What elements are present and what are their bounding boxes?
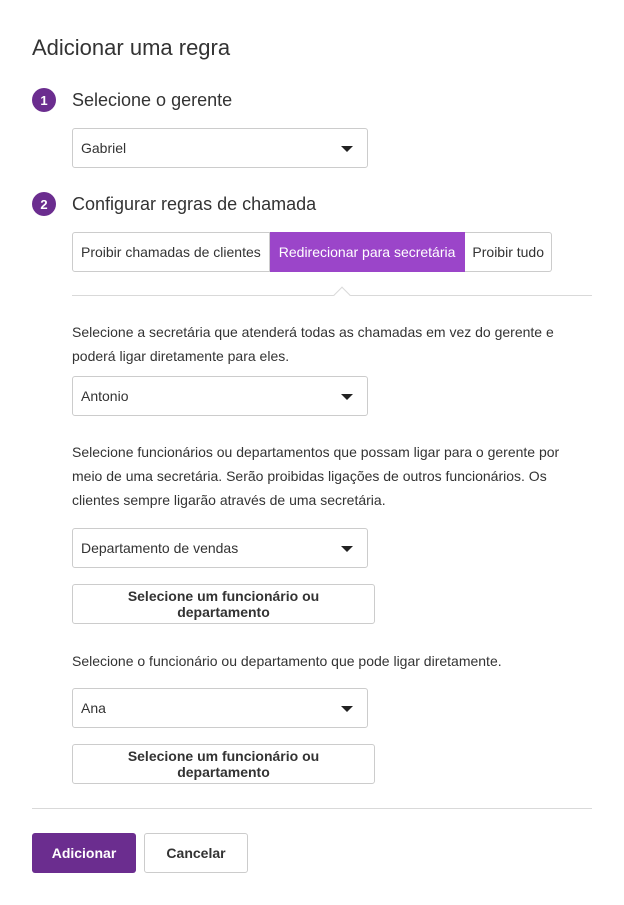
via-secretary-select-value: Departamento de vendas — [81, 540, 239, 556]
via-secretary-description: Selecione funcionários ou departamentos que possam ligar para o gerente por meio de uma secretária. Serão proibidas ligações de outros funcionários. Os clientes sempre ligarão através de uma secretária. — [72, 444, 560, 508]
tab-redirect-to-secretary[interactable]: Redirecionar para secretária — [270, 232, 466, 272]
select-employee-or-department-button[interactable]: Selecione um funcionário ou departamento — [72, 584, 375, 624]
add-button[interactable]: Adicionar — [32, 833, 136, 873]
step-1-badge: 1 — [32, 88, 56, 112]
tab-divider — [72, 295, 592, 296]
page-title: Adicionar uma regra — [32, 35, 231, 60]
tab-block-all[interactable]: Proibir tudo — [465, 232, 552, 272]
footer-divider — [32, 808, 592, 809]
via-secretary-select[interactable] — [72, 528, 368, 568]
chevron-down-icon — [341, 394, 353, 400]
cancel-button[interactable]: Cancelar — [144, 833, 248, 873]
chevron-down-icon — [341, 706, 353, 712]
manager-select-value: Gabriel — [81, 140, 127, 156]
direct-call-select[interactable] — [72, 688, 368, 728]
secretary-description: Selecione a secretária que atenderá todas as chamadas em vez do gerente e poderá ligar diretamente para eles. — [72, 324, 554, 364]
secretary-select-value: Antonio — [81, 388, 129, 404]
tab-pointer — [334, 287, 351, 304]
chevron-down-icon — [341, 546, 353, 552]
step-2-title: Configurar regras de chamada — [72, 194, 317, 214]
step-2-badge: 2 — [32, 192, 56, 216]
tab-block-client-calls[interactable]: Proibir chamadas de clientes — [72, 232, 270, 272]
secretary-select[interactable] — [72, 376, 368, 416]
direct-call-select-value: Ana — [81, 700, 106, 716]
manager-select[interactable] — [72, 128, 368, 168]
direct-call-description: Selecione o funcionário ou departamento que pode ligar diretamente. — [72, 653, 502, 669]
step-1-title: Selecione o gerente — [72, 90, 233, 110]
call-rule-tabs — [72, 232, 552, 272]
select-direct-employee-or-department-button[interactable]: Selecione um funcionário ou departamento — [72, 744, 375, 784]
chevron-down-icon — [341, 146, 353, 152]
